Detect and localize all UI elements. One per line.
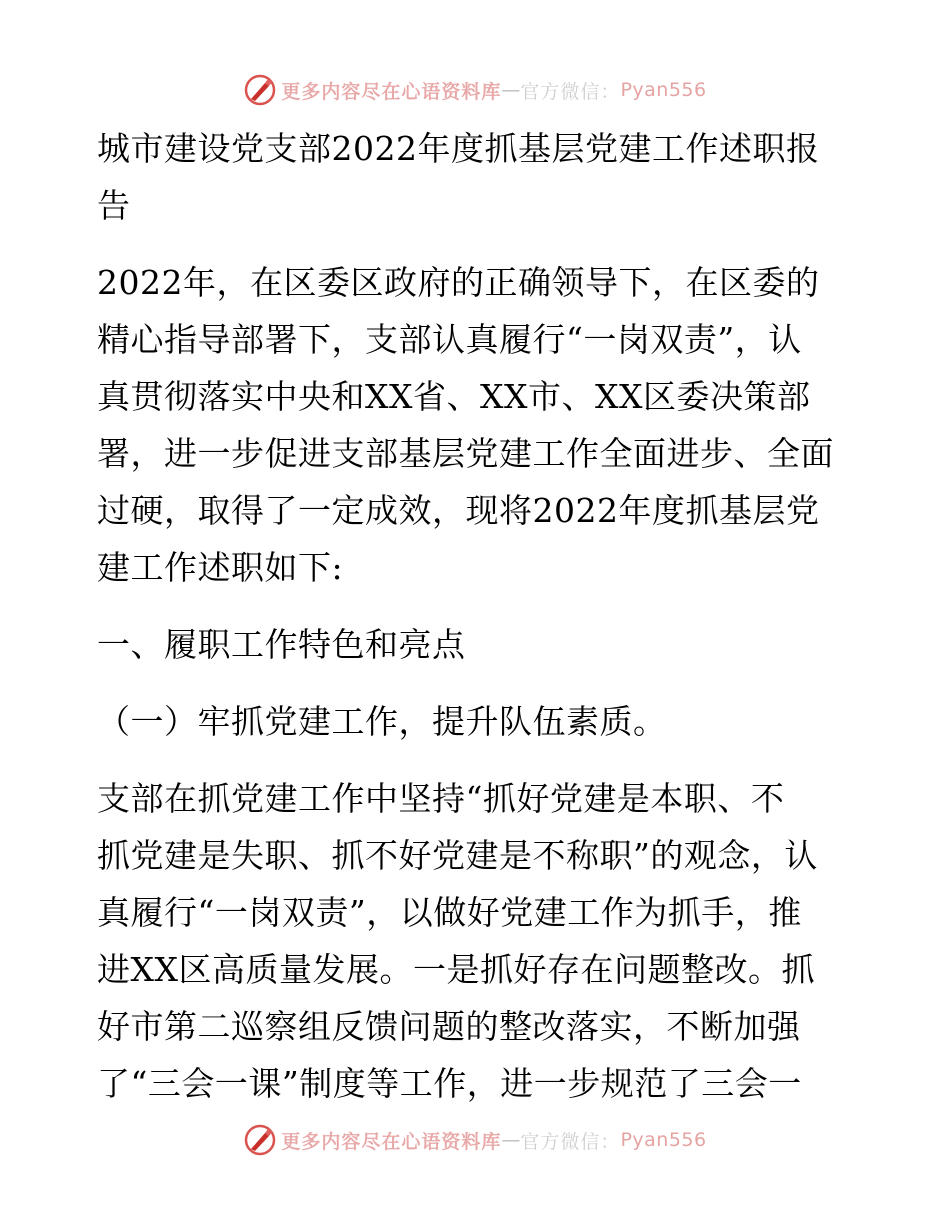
title-line-2: 告 <box>97 186 131 225</box>
subsection-heading: （一）牢抓党建工作，提升队伍素质。 <box>97 702 667 741</box>
intro-line-2: 精心指导部署下，支部认真履行“一岗双责”，认 <box>97 320 802 359</box>
body-line-5: 好市第二巡察组反馈问题的整改落实，不断加强 <box>97 1007 801 1046</box>
footer-watermark <box>0 1120 950 1160</box>
body-line-6: 了“三会一课”制度等工作，进一步规范了三会一 <box>97 1064 802 1103</box>
body-line-2: 抓党建是失职、抓不好党建是不称职”的观念，认 <box>97 836 818 875</box>
watermark-brand: 更多内容尽在心语资料库 <box>281 80 502 103</box>
watermark-contact: 官方微信： <box>520 1130 621 1153</box>
document-body <box>97 120 857 1112</box>
section-heading: 一、履职工作特色和亮点 <box>97 625 466 664</box>
watermark-dash: — <box>501 79 521 101</box>
watermark-id: Pyan556 <box>620 79 707 101</box>
intro-line-5: 过硬，取得了一定成效，现将2022年度抓基层党 <box>97 491 820 530</box>
watermark-brand: 更多内容尽在心语资料库 <box>281 1130 502 1153</box>
body-line-4: 进XX区高质量发展。一是抓好存在问题整改。抓 <box>97 950 815 989</box>
intro-line-4: 署，进一步促进支部基层党建工作全面进步、全面 <box>97 434 834 473</box>
intro-line-6: 建工作述职如下: <box>97 548 344 587</box>
red-pen-circle-icon <box>243 73 277 107</box>
intro-line-1: 2022年，在区委区政府的正确领导下，在区委的 <box>97 263 820 302</box>
title-line-1: 城市建设党支部2022年度抓基层党建工作述职报 <box>97 129 820 168</box>
body-line-3: 真履行“一岗双责”，以做好党建工作为抓手，推 <box>97 893 802 932</box>
header-watermark <box>0 70 950 110</box>
intro-line-3: 真贯彻落实中央和XX省、XX市、XX区委决策部 <box>97 377 811 416</box>
watermark-contact: 官方微信： <box>520 80 621 103</box>
watermark-id: Pyan556 <box>620 1129 707 1151</box>
red-pen-circle-icon <box>243 1123 277 1157</box>
watermark-dash: — <box>501 1129 521 1151</box>
body-line-1: 支部在抓党建工作中坚持“抓好党建是本职、不 <box>97 779 785 818</box>
